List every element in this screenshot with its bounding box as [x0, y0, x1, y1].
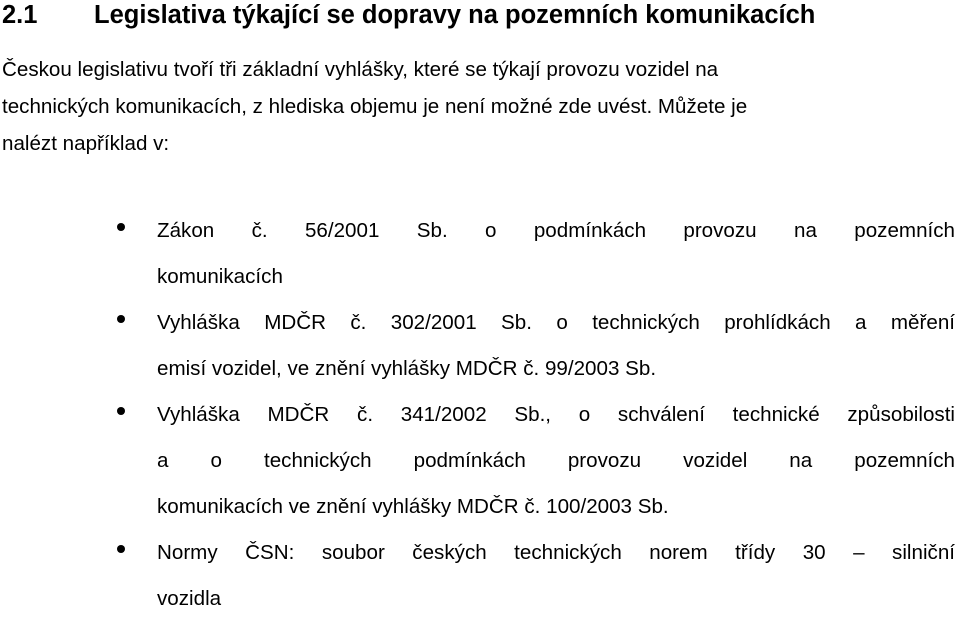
list-item [0, 300, 955, 392]
bullet-icon [117, 545, 125, 553]
list-item-line: Vyhláška MDČR č. 302/2001 Sb. o technických prohlídkách a měření [157, 311, 955, 334]
list-item [0, 530, 955, 622]
list-item [0, 208, 955, 300]
list-item-line: komunikacích [157, 265, 283, 288]
intro-paragraph [2, 51, 957, 162]
list-item-line: a o technických podmínkách provozu vozidel na pozemních [157, 449, 955, 472]
list-item-line: Normy ČSN: soubor českých technických norem třídy 30 – silniční [157, 541, 955, 564]
list-item-line: komunikacích ve znění vyhlášky MDČR č. 100/2003 Sb. [157, 495, 669, 518]
list-item-line: Zákon č. 56/2001 Sb. o podmínkách provozu na pozemních [157, 219, 955, 242]
bullet-icon [117, 223, 125, 231]
bullet-icon [117, 407, 125, 415]
section-heading [0, 0, 959, 35]
list-item-line: vozidla [157, 587, 222, 610]
intro-line: nalézt například v: [2, 132, 170, 155]
bullet-icon [117, 315, 125, 323]
legislation-list [0, 208, 959, 622]
list-item-line: Vyhláška MDČR č. 341/2002 Sb., o schválení technické způsobilosti [157, 403, 955, 426]
list-item-line: emisí vozidel, ve znění vyhlášky MDČR č. 99/2003 Sb. [157, 357, 657, 380]
intro-line: technických komunikacích, z hlediska objemu je není možné zde uvést. Můžete je [2, 95, 748, 118]
section-title: Legislativa týkající se dopravy na pozemních komunikacích [94, 1, 816, 29]
intro-line: Českou legislativu tvoří tři základní vyhlášky, které se týkají provozu vozidel na [2, 58, 719, 81]
section-number: 2.1 [2, 1, 38, 29]
list-item [0, 392, 955, 530]
